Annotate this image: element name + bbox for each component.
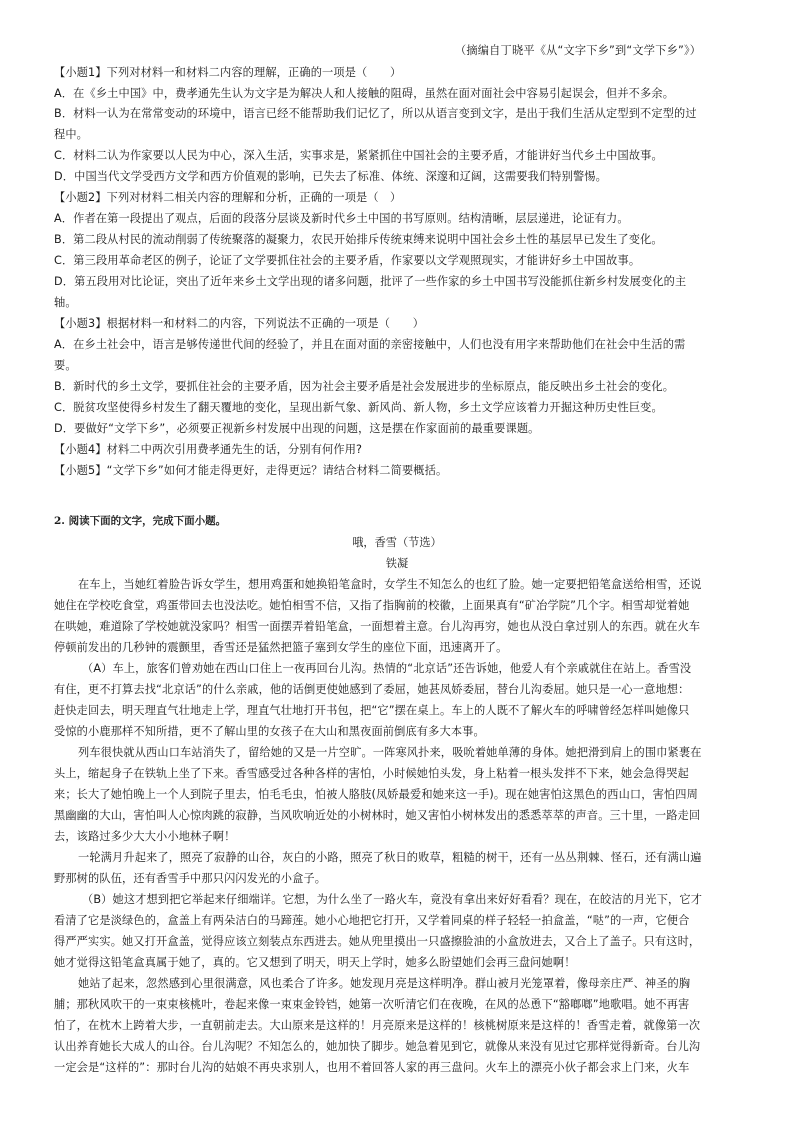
question-3-option-d: D．要做好“文学下乡”，必须要正视新乡村发展中出现的问题，这是摆在作家面前的最重要课题。 [54, 422, 540, 435]
source-citation: （摘编自丁晓平《从“文字下乡”到“文学下乡”》） [455, 44, 702, 57]
question-1-option-b: B．材料一认为在常常变动的环境中，语言已经不能帮助我们记忆了，所以从语言变到文字，是出于我们生活从定型到不定型的过 [54, 107, 697, 120]
story-title: 哦，香雪（节选） [352, 536, 442, 549]
question-2-option-c: C．第三段用革命老区的例子，论证了文学要抓住社会的主要矛盾，作家要以文学观照现实，才能讲好乡土中国故事。 [54, 254, 641, 267]
story-line: 黑幽幽的大山，害怕叫人心惊肉跳的寂静，当风吹响近处的小树林时，她又害怕小树林发出的悉悉萃萃的声音。三十里，一路走回 [54, 809, 701, 822]
story-line: 她住在学校吃食堂，鸡蛋带回去也没法吃。她怕相雪不信，又指了指胸前的校徽，上面果真有“矿冶学院”几个字。相雪却觉着她 [54, 599, 690, 612]
question-3-option-a-cont: 要。 [54, 359, 77, 372]
question-3-option-b: B．新时代的乡土文学，要抓住社会的主要矛盾，因为社会主要矛盾是社会发展进步的坐标原点，能反映出乡土社会的变化。 [54, 380, 675, 393]
story-line: （A）车上，旅客们曾劝她在西山口住上一夜再回台儿沟。热情的“北京话”还告诉她，他爱人有个亲戚就住在站上。香雪没 [82, 662, 692, 675]
story-line: （B）她这才想到把它举起来仔细端详。它想，为什么坐了一路火车，竟没有拿出来好好看看？现在，在皎洁的月光下，它才 [82, 893, 703, 906]
story-line: 列车很快就从西山口车站消失了，留给她的又是一片空旷。一阵寒风扑来，吸吮着她单薄的身体。她把滑到肩上的围巾紧裹在 [78, 746, 702, 759]
story-line: 在车上，当她红着脸告诉女学生，想用鸡蛋和她换铅笔盒时，女学生不知怎么的也红了脸。她一定要把铅笔盒送给相雪，还说 [78, 578, 702, 591]
story-line: 得严严实实。她又打开盒盖，觉得应该立刻装点东西进去。她从兜里摸出一只盛擦脸油的小盒放进去，又合上了盖子。只有这时， [54, 935, 701, 948]
story-line: 在哄她，难道除了学校她就没家吗？相雪一面摆弄着铅笔盒，一面想着主意。台儿沟再穷，她也从没白拿过别人的东西。就在火车 [54, 620, 701, 633]
reading-question-heading: 2. 阅读下面的文字，完成下面小题。 [54, 515, 227, 527]
story-line: 她才觉得这铅笔盒真属于她了，真的。它又想到了明天，明天上学时，她多么盼望她们会再三盘问她啊！ [54, 956, 576, 969]
question-3-option-c: C．脱贫攻坚使得乡村发生了翻天覆地的变化，呈现出新气象、新风尚、新人物，乡土文学应该着力开掘这种历史性巨变。 [54, 401, 663, 414]
story-line: 脯；那秋风吹干的一束束核桃叶，卷起来像一束束金铃铛，她第一次听清它们在夜晚，在风的怂恿下“豁啷啷”地歌唱。她不再害 [54, 998, 690, 1011]
story-line: 野那树的队伍，还有香雪手中那只闪闪发光的小盒子。 [54, 872, 327, 885]
question-1-option-a: A．在《乡土中国》中，费孝通先生认为文字是为解决人和人接触的阻碍，虽然在面对面社会中容易引起误会，但并不多余。 [54, 87, 675, 100]
question-2-stem: 【小题2】下列对材料二相关内容的理解和分析，正确的一项是（ ） [54, 191, 402, 204]
story-line: 认出养育她长大成人的山谷。台儿沟呢？不知怎么的，她加快了脚步。她急着见到它，就像从来没有见过它那样觉得新奇。台儿沟 [54, 1040, 701, 1053]
story-line: 她站了起来，忽然感到心里很满意，风也柔合了许多。她发现月亮是这样明净。群山被月光笼罩着，像母亲庄严、神圣的胸 [78, 977, 691, 990]
story-line: 一定会是“这样的”：那时台儿沟的姑娘不再央求别人，也用不着回答人家的再三盘问。火车上的漂亮小伙子都会求上门来，火车 [54, 1061, 690, 1074]
question-1-option-b-cont: 程中。 [54, 128, 89, 141]
question-4: 【小题4】材料二中两次引用费孝通先生的话，分别有何作用? [54, 443, 363, 456]
story-line: 来；长大了她怕晚上一个人到院子里去，怕毛毛虫，怕被人胳肢(凤娇最爱和她来这一手)。现在她害怕这黑色的西山口，害怕四周 [54, 788, 698, 801]
story-line: 看清了它是淡绿色的，盒盖上有两朵洁白的马蹄莲。她小心地把它打开，又学着同桌的样子轻轻一拍盒盖，“哒”的一声，它便合 [54, 914, 690, 927]
story-line: 受惊的小鹿那样不知所措，更不了解山里的女孩子在大山和黑夜面前倒底有多大本事。 [54, 725, 485, 738]
question-2-option-b: B．第二段从村民的流动削弱了传统聚落的凝聚力，农民开始排斥传统束缚来说明中国社会乡土性的基层早已发生了变化。 [54, 233, 663, 246]
question-3-stem: 【小题3】根据材料一和材料二的内容，下列说法不正确的一项是（ ） [54, 317, 425, 330]
question-2-option-a: A．作者在第一段提出了观点，后面的段落分层谈及新时代乡土中国的书写原则。结构清晰，层层递进，论证有力。 [54, 212, 629, 225]
question-1-option-d: D．中国当代文学受西方文学和西方价值观的影响，已失去了标准、体统、深邃和辽阔，这需要我们特别警惕。 [54, 170, 607, 183]
story-line: 停顿前发出的几秒钟的震颤里，香雪还是猛然把篮子塞到女学生的座位下面，迅速离开了。 [54, 641, 508, 654]
story-line: 有住，更不打算去找“北京话”的什么亲戚，他的话倒更使她感到了委屈，她甚凤娇委屈，替台儿沟委屈。她只是一心一意地想： [54, 683, 690, 696]
question-5: 【小题5】“文学下乡”如何才能走得更好，走得更远？请结合材料二简要概括。 [54, 464, 448, 477]
question-1-option-c: C．材料二认为作家要以人民为中心，深入生活，实事求是，紧紧抓住中国社会的主要矛盾，才能讲好当代乡土中国故事。 [54, 149, 663, 162]
story-line: 去，该路过多少大大小小地林子啊！ [54, 830, 236, 843]
question-1-stem: 【小题1】下列对材料一和材料二内容的理解，正确的一项是（ ） [54, 66, 402, 79]
story-line: 一轮满月升起来了，照亮了寂静的山谷，灰白的小路，照亮了秋日的败草，粗糙的树干，还有一丛丛荆棘、怪石，还有满山遍 [78, 851, 702, 864]
story-line: 赶快走回去，明天理直气壮地走上学，理直气壮地打开书包，把“它”摆在桌上。车上的人既不了解火车的呼啸曾经怎样叫她像只 [54, 704, 690, 717]
story-author: 铁凝 [385, 557, 409, 570]
story-line: 头上，缩起身子在铁轨上坐了下来。香雪感受过各种各样的害怕，小时候她怕头发，身上粘着一根头发拌不下来，她会急得哭起 [54, 767, 689, 780]
question-2-option-d-cont: 轴。 [54, 296, 77, 309]
story-line: 怕了，在枕木上跨着大步，一直朝前走去。大山原来是这样的！月亮原来是这样的！核桃树原来是这样的！香雪走着，就像第一次 [54, 1019, 701, 1032]
question-3-option-a: A．在乡土社会中，语言是够传递世代间的经验了，并且在面对面的亲密接触中，人们也没有用字来帮助他们在社会中生活的需 [54, 338, 686, 351]
question-2-option-d: D．第五段用对比论证，突出了近年来乡土文学出现的诸多问题，批评了一些作家的乡土中国书写没能抓住新乡村发展变化的主 [54, 275, 687, 288]
